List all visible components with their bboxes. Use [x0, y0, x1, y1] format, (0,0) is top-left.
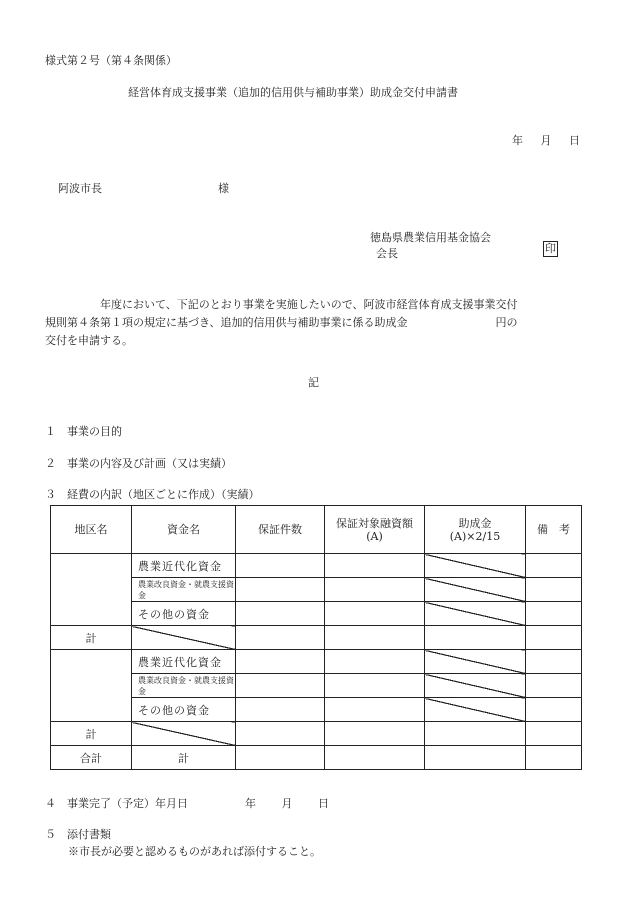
grand-total-label: 合計 — [51, 746, 132, 770]
application-date: 年 月 日 — [512, 134, 580, 147]
item-1-purpose: １ 事業の目的 — [45, 425, 122, 438]
fund-name-cell: 農業改良資金・就農支援資金 — [132, 674, 236, 698]
header-remarks: 備 考 — [526, 506, 582, 554]
district-cell[interactable] — [51, 554, 132, 626]
body-line-1: 年度において、下記のとおり事業を実施したいので、阿波市経営体育成支援事業交付 — [45, 298, 518, 311]
fund-name-cell: 農業近代化資金 — [132, 554, 236, 578]
loan-amount-cell[interactable] — [325, 602, 425, 626]
district-cell[interactable] — [51, 650, 132, 722]
applicant-organization: 徳島県農業信用基金協会 — [370, 231, 491, 244]
header-loan-amount — [325, 506, 425, 554]
subtotal-label: 計 — [51, 626, 132, 650]
header-district: 地区名 — [51, 506, 132, 554]
remarks-cell[interactable] — [526, 602, 582, 626]
count-cell[interactable] — [236, 626, 325, 650]
grand-total-row — [51, 746, 582, 770]
header-count: 保証件数 — [236, 506, 325, 554]
header-loan-amount-symbol: (A) — [366, 529, 383, 543]
loan-amount-cell[interactable] — [325, 674, 425, 698]
fund-name-cell: その他の資金 — [132, 698, 236, 722]
remarks-cell[interactable] — [526, 698, 582, 722]
count-cell[interactable] — [236, 650, 325, 674]
table-row — [51, 554, 582, 578]
fund-name-cell: 農業近代化資金 — [132, 650, 236, 674]
ki-heading: 記 — [308, 376, 319, 389]
attachments-note: ※市長が必要と認めるものがあれば添付すること。 — [68, 845, 321, 858]
subsidy-cell-crossed — [425, 674, 526, 698]
count-cell[interactable] — [236, 554, 325, 578]
loan-amount-cell[interactable] — [325, 746, 425, 770]
completion-date-value: 年 月 日 — [245, 797, 329, 810]
subtotal-row — [51, 626, 582, 650]
item-5-attachments: ５ 添付書類 — [45, 828, 111, 841]
remarks-cell[interactable] — [526, 746, 582, 770]
subsidy-cell-crossed — [425, 650, 526, 674]
count-cell[interactable] — [236, 746, 325, 770]
loan-amount-cell[interactable] — [325, 578, 425, 602]
subsidy-cell-crossed — [425, 554, 526, 578]
loan-amount-cell[interactable] — [325, 554, 425, 578]
table-row — [51, 650, 582, 674]
header-fund: 資金名 — [132, 506, 236, 554]
header-subsidy — [425, 506, 526, 554]
header-subsidy-formula: (A)×2/15 — [449, 529, 501, 543]
loan-amount-cell[interactable] — [325, 650, 425, 674]
subsidy-cell-crossed — [425, 602, 526, 626]
fund-cell-crossed — [132, 722, 236, 746]
body-line-3: 交付を申請する。 — [45, 334, 133, 347]
subsidy-cell-crossed — [425, 698, 526, 722]
subsidy-cell[interactable] — [425, 626, 526, 650]
table-header-row — [51, 506, 582, 554]
remarks-cell[interactable] — [526, 578, 582, 602]
document-title: 経営体育成支援事業（追加的信用供与補助事業）助成金交付申請書 — [128, 86, 458, 99]
item-2-content: ２ 事業の内容及び計画（又は実績） — [45, 457, 232, 470]
remarks-cell[interactable] — [526, 554, 582, 578]
count-cell[interactable] — [236, 722, 325, 746]
seal-mark: 印 — [545, 242, 556, 255]
subsidy-cell-crossed — [425, 578, 526, 602]
fund-name-cell: 農業改良資金・就農支援資金 — [132, 578, 236, 602]
count-cell[interactable] — [236, 602, 325, 626]
loan-amount-cell[interactable] — [325, 626, 425, 650]
applicant-title: 会長 — [376, 247, 398, 260]
count-cell[interactable] — [236, 674, 325, 698]
body-line-2: 規則第４条第１項の規定に基づき、追加的信用供与補助事業に係る助成金 円の — [45, 316, 518, 329]
item-3-expense-breakdown: ３ 経費の内訳（地区ごとに作成）（実績） — [45, 488, 260, 501]
item-4-completion-date: ４ 事業完了（予定）年月日 — [45, 797, 188, 810]
grand-total-sub-label: 計 — [132, 746, 236, 770]
loan-amount-cell[interactable] — [325, 722, 425, 746]
expense-table — [50, 505, 582, 770]
count-cell[interactable] — [236, 578, 325, 602]
form-number-label: 様式第２号（第４条関係） — [45, 54, 177, 67]
remarks-cell[interactable] — [526, 674, 582, 698]
subtotal-label: 計 — [51, 722, 132, 746]
addressee-name: 阿波市長 — [58, 182, 102, 195]
subsidy-cell[interactable] — [425, 746, 526, 770]
fund-cell-crossed — [132, 626, 236, 650]
loan-amount-cell[interactable] — [325, 698, 425, 722]
subsidy-cell[interactable] — [425, 722, 526, 746]
application-body-text — [45, 296, 593, 350]
subtotal-row — [51, 722, 582, 746]
remarks-cell[interactable] — [526, 722, 582, 746]
count-cell[interactable] — [236, 698, 325, 722]
remarks-cell[interactable] — [526, 626, 582, 650]
addressee-honorific: 様 — [218, 182, 229, 195]
header-loan-amount-label: 保証対象融資額 — [336, 516, 413, 530]
remarks-cell[interactable] — [526, 650, 582, 674]
fund-name-cell: その他の資金 — [132, 602, 236, 626]
header-subsidy-label: 助成金 — [458, 516, 492, 530]
